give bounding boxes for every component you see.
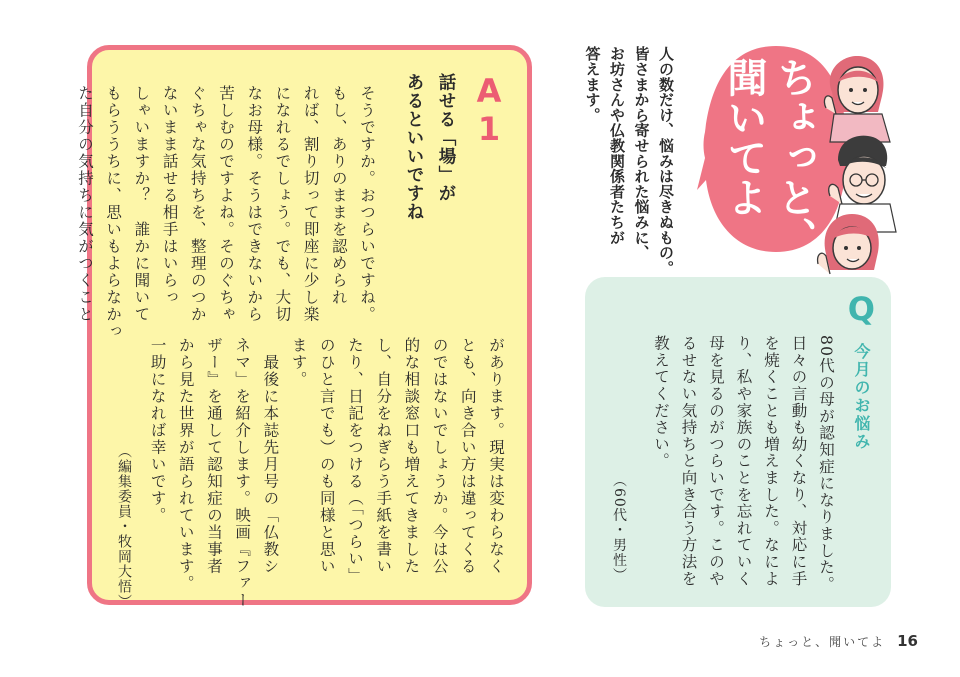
page-number: 16 — [897, 632, 918, 650]
answer-line: もし、ありのままを認められ — [329, 85, 348, 306]
answer-line: なお母様。そうはできないから — [245, 85, 264, 323]
answer-line: 的な相談窓口も増えてきました — [402, 337, 421, 575]
question-line: 80代の母が認知症になりました。 — [817, 335, 835, 593]
answer-badge: A1 — [470, 72, 508, 148]
person-woman-red-icon — [824, 56, 890, 142]
question-line: 日々の言動も幼くなり、対応に手 — [789, 335, 808, 587]
answer-line: れば、割り切って即座に少し楽 — [301, 85, 320, 323]
question-body — [647, 335, 840, 595]
title-line: ちょっと、 — [771, 57, 817, 257]
question-badge: Q — [847, 290, 875, 328]
answer-line: になれるでしょう。でも、大切 — [273, 85, 292, 323]
intro-line: 答えます。 — [583, 46, 602, 123]
answer-line: ネマ」を紹介します。映画『ファー — [233, 337, 252, 609]
intro-line: お坊さんや仏教関係者たちが — [608, 46, 626, 245]
question-line: り、私や家族のことを忘れていく — [734, 335, 753, 587]
answer-line: 最後に本誌先月号の「仏教シ — [261, 337, 280, 575]
intro-line: 皆さまから寄せられた悩みに、 — [632, 46, 651, 261]
answer-line: そうですか。おつらいですね。 — [358, 85, 376, 323]
answer-line: ます。 — [289, 337, 308, 388]
answer-signature: （編集委員・牧岡大悟） — [116, 444, 132, 609]
answer-heading-line: あるといいですね — [404, 73, 424, 221]
intro-line: 人の数だけ、悩みは尽きぬもの。 — [657, 46, 675, 276]
answer-line: のではないでしょうか。今は公 — [430, 337, 449, 575]
question-signature: （60代・男性） — [611, 473, 627, 583]
answer-line: ザー』を通して認知症の当事者 — [204, 337, 223, 575]
answer-line: ぐちゃな気持ちを、整理のつか — [188, 85, 207, 323]
answer-line: たり、日記をつける（「つらい」 — [345, 337, 364, 585]
answer-line: があります。現実は変わらなく — [487, 337, 505, 575]
answer-line: し、自分をねぎらう手紙を書い — [374, 337, 393, 575]
answer-line: ないまま話せる相手はいらっ — [160, 85, 179, 306]
question-line: るせない気持ちと向き合う方法を — [679, 335, 698, 587]
title-line: 聞いてよ — [721, 57, 767, 217]
footer-section-title: ちょっと、聞いてよ — [759, 635, 886, 649]
answer-line: 一助になれば幸いです。 — [148, 337, 167, 524]
person-woman-brown-icon — [818, 214, 879, 274]
question-line: 母を見るのがつらいです。このや — [707, 335, 725, 587]
answer-panel — [75, 45, 532, 609]
question-label: 今月のお悩み — [852, 343, 871, 451]
people-illustration-icon — [812, 42, 897, 277]
intro-text — [580, 46, 678, 276]
question-line: 教えてください。 — [652, 335, 670, 470]
answer-line: とも、向き合い方は違ってくる — [458, 337, 477, 575]
answer-line: から見た世界が語られています。 — [176, 337, 195, 592]
page-title — [722, 57, 816, 257]
answer-line: た自分の気持ちに気がつくこと — [75, 85, 94, 323]
page-footer — [759, 632, 918, 650]
answer-heading-line: 話せる「場」が — [436, 73, 456, 203]
answer-line: しゃいますか？ 誰かに聞いて — [132, 85, 151, 323]
question-line: を焼くことも増えました。なによ — [762, 335, 780, 587]
question-panel — [585, 277, 891, 607]
answer-line: もらううちに、思いもよらなかっ — [104, 85, 123, 340]
answer-line: 苦しむのですよね。そのぐちゃ — [216, 85, 235, 323]
answer-line: のひと言でも）のも同様と思い — [317, 337, 336, 575]
answer-heading — [401, 73, 459, 593]
